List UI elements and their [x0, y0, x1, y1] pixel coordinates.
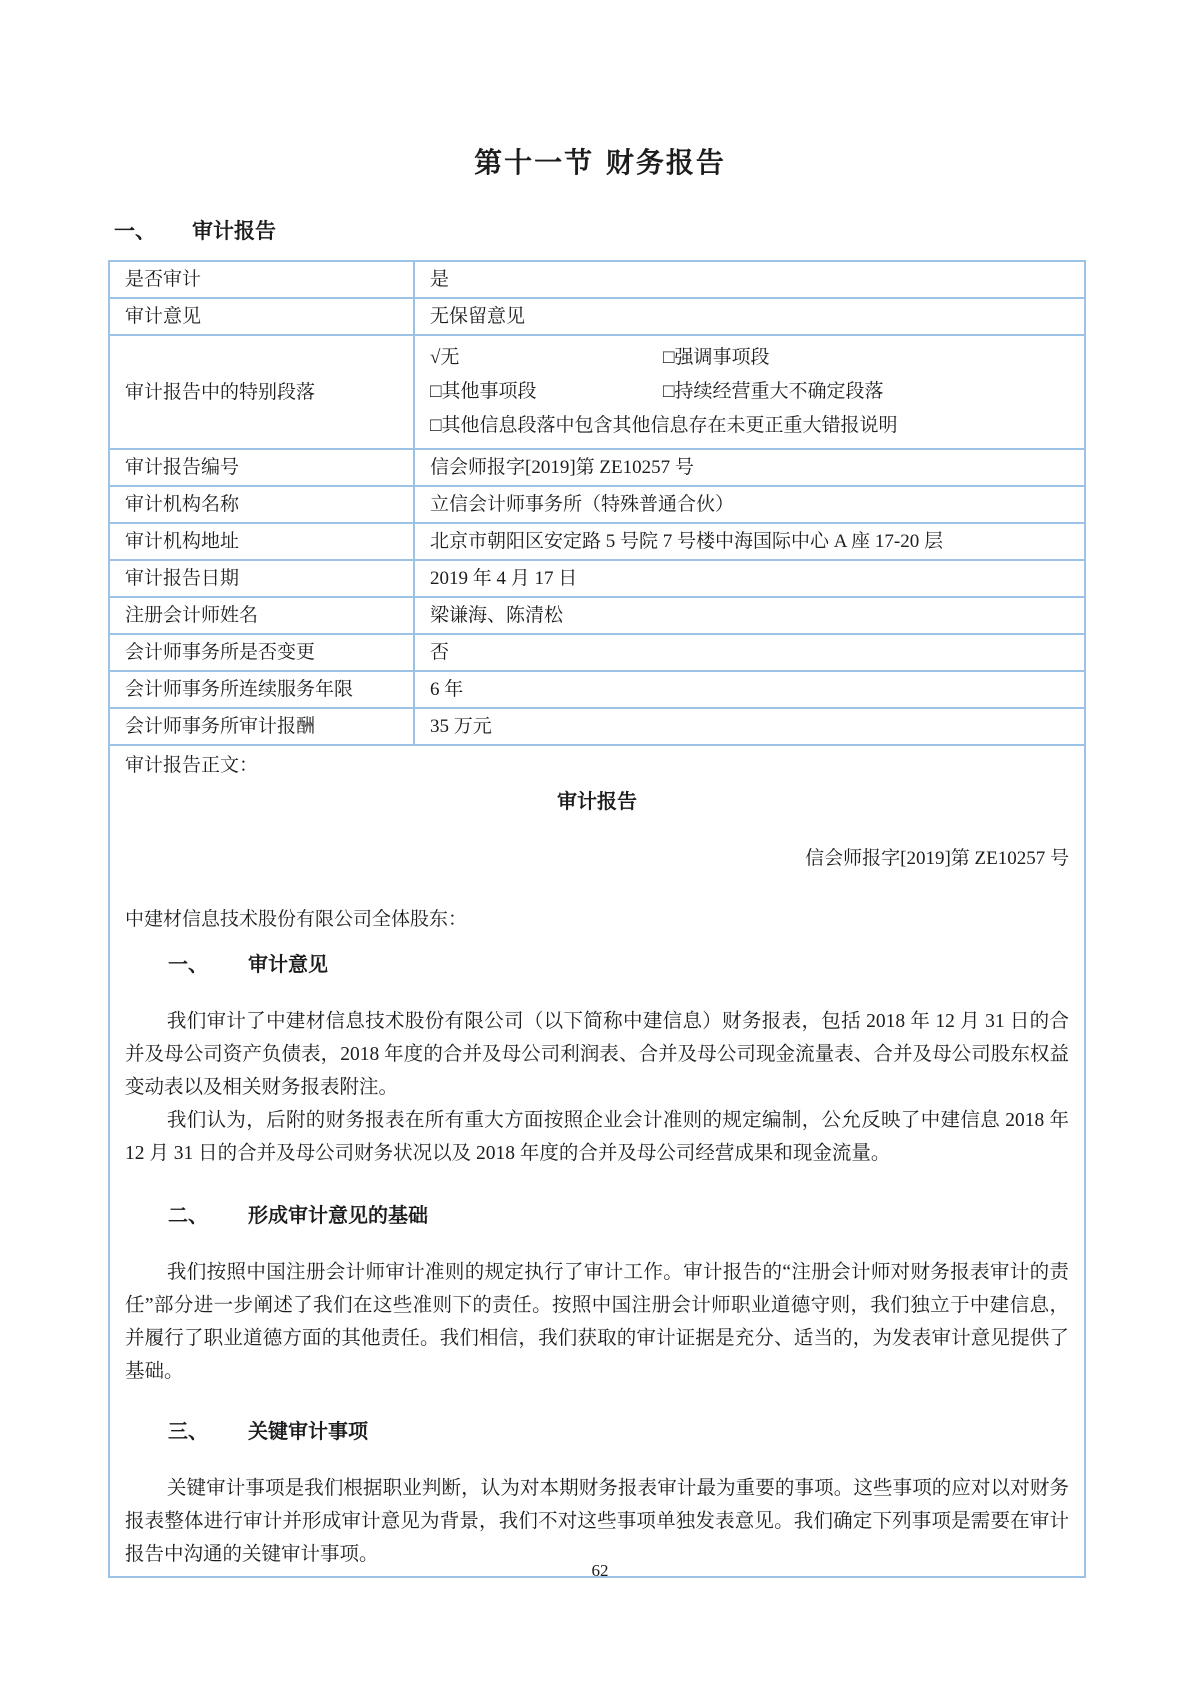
- body-heading-label: 关键审计事项: [248, 1419, 368, 1443]
- body-heading-label: 形成审计意见的基础: [248, 1203, 428, 1227]
- table-row: [109, 449, 1085, 486]
- row-label: 审计机构地址: [109, 523, 414, 560]
- row-value: 北京市朝阳区安定路 5 号院 7 号楼中海国际中心 A 座 17-20 层: [414, 523, 1085, 560]
- row-label: 会计师事务所是否变更: [109, 634, 414, 671]
- option-label: 其他事项段: [441, 381, 537, 402]
- row-value: 35 万元: [414, 708, 1085, 745]
- table-row: [109, 708, 1085, 745]
- body-paragraph: 我们审计了中建材信息技术股份有限公司（以下简称中建信息）财务报表，包括 2018 年 12 月 31 日的合并及母公司资产负债表，2018 年度的合并及母公司利润表、合并及母公司现金流量表、合并及母公司股东权益变动表以及相关财务报表附注。: [125, 1011, 1069, 1098]
- row-value: 否: [414, 634, 1085, 671]
- table-row-report-body: [109, 745, 1085, 1577]
- option-label: 无: [440, 347, 460, 368]
- checkbox-icon: □: [430, 381, 442, 402]
- body-paragraph: 我们按照中国注册会计师审计准则的规定执行了审计工作。审计报告的“注册会计师对财务报表审计的责任”部分进一步阐述了我们在这些准则下的责任。按照中国注册会计师职业道德守则，我们独立于中建信息，并履行了职业道德方面的其他责任。我们相信，我们获取的审计证据是充分、适当的，为发表审计意见提供了基础。: [125, 1262, 1069, 1382]
- table-row: [109, 298, 1085, 335]
- row-value: [414, 335, 1085, 449]
- body-heading-number: 二、: [168, 1203, 208, 1227]
- row-value: 无保留意见: [414, 298, 1085, 335]
- row-value: 是: [414, 261, 1085, 298]
- row-label: 会计师事务所审计报酬: [109, 708, 414, 745]
- body-heading-key-audit-matters: [168, 1415, 1069, 1448]
- table-row: [109, 597, 1085, 634]
- section-label: 审计报告: [192, 219, 276, 243]
- checkbox-icon: □: [663, 381, 675, 402]
- row-label: 审计报告中的特别段落: [109, 335, 414, 449]
- row-label: 审计意见: [109, 298, 414, 335]
- option-line: [430, 409, 1069, 443]
- table-row-special-paragraphs: [109, 335, 1085, 449]
- body-heading-number: 一、: [168, 952, 208, 976]
- table-row: [109, 486, 1085, 523]
- table-row: [109, 671, 1085, 708]
- report-addressee: 中建材信息技术股份有限公司全体股东：: [125, 909, 468, 930]
- section-number: 一、: [114, 219, 156, 243]
- report-reference-number: 信会师报字[2019]第 ZE10257 号: [805, 848, 1069, 869]
- row-value: 6 年: [414, 671, 1085, 708]
- row-label: 注册会计师姓名: [109, 597, 414, 634]
- table-row: [109, 560, 1085, 597]
- body-heading-audit-opinion: [168, 948, 1069, 981]
- report-title: 审计报告: [557, 791, 637, 813]
- row-label: 审计机构名称: [109, 486, 414, 523]
- option-label: 其他信息段落中包含其他信息存在未更正重大错报说明: [441, 415, 898, 436]
- body-heading-basis-for-opinion: [168, 1199, 1069, 1232]
- page-number: 62: [591, 1561, 609, 1580]
- checkbox-icon: □: [430, 415, 442, 436]
- audit-summary-table: [108, 260, 1086, 1578]
- checkbox-icon: □: [663, 347, 675, 368]
- body-heading-label: 审计意见: [248, 952, 328, 976]
- row-label: 审计报告日期: [109, 560, 414, 597]
- body-heading-number: 三、: [168, 1419, 208, 1443]
- table-row: [109, 523, 1085, 560]
- option-line: [430, 375, 1069, 409]
- report-body-cell: [109, 745, 1085, 1577]
- row-label: 会计师事务所连续服务年限: [109, 671, 414, 708]
- row-label: 审计报告编号: [109, 449, 414, 486]
- option-none: [430, 341, 663, 375]
- row-value: 立信会计师事务所（特殊普通合伙）: [414, 486, 1085, 523]
- body-paragraph: 关键审计事项是我们根据职业判断，认为对本期财务报表审计最为重要的事项。这些事项的应对以对财务报表整体进行审计并形成审计意见为背景，我们不对这些事项单独发表意见。我们确定下列事项是需要在审计报告中沟通的关键审计事项。: [125, 1478, 1069, 1565]
- option-label: 持续经营重大不确定段落: [674, 381, 884, 402]
- option-other-matters-paragraph: [430, 375, 663, 409]
- option-emphasis-paragraph: [663, 341, 770, 375]
- option-going-concern-paragraph: [663, 375, 884, 409]
- option-label: 强调事项段: [674, 347, 770, 368]
- page-title: 第十一节 财务报告: [474, 146, 726, 179]
- row-value: 信会师报字[2019]第 ZE10257 号: [414, 449, 1085, 486]
- option-other-information-misstatement: [430, 409, 898, 443]
- row-value: 梁谦海、陈清松: [414, 597, 1085, 634]
- section-heading-audit-report: [114, 215, 1200, 245]
- row-label: 是否审计: [109, 261, 414, 298]
- row-value: 2019 年 4 月 17 日: [414, 560, 1085, 597]
- check-mark-icon: √: [430, 347, 441, 368]
- table-row: [109, 634, 1085, 671]
- report-body-intro-label: 审计报告正文：: [125, 755, 259, 776]
- option-line: [430, 341, 1069, 375]
- table-row: [109, 261, 1085, 298]
- body-paragraph: 我们认为，后附的财务报表在所有重大方面按照企业会计准则的规定编制，公允反映了中建信息 2018 年 12 月 31 日的合并及母公司财务状况以及 2018 年度的合并及母公司经营成果和现金流量。: [125, 1110, 1069, 1164]
